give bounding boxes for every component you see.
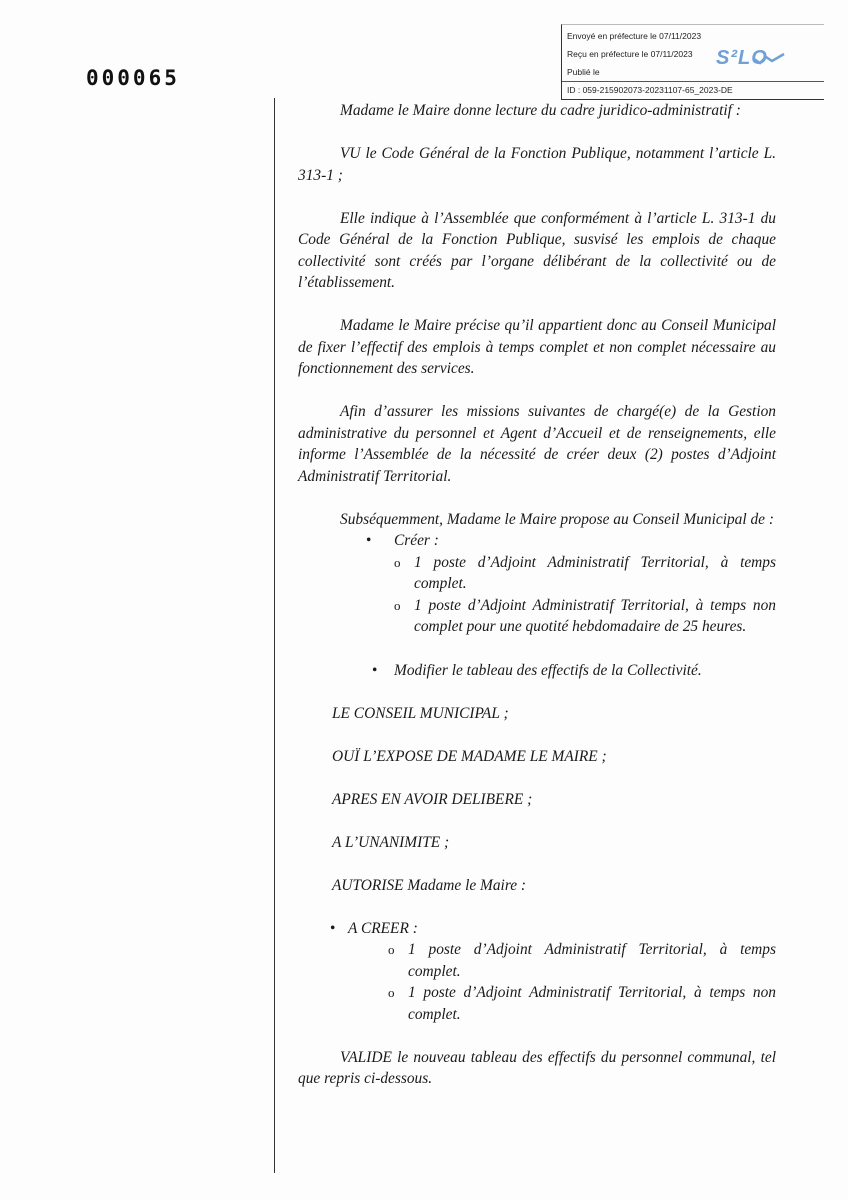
deliberation-text — [298, 100, 776, 1111]
document-number: 000065 — [86, 66, 180, 90]
unanimity-statement: A L’UNANIMITE ; — [332, 833, 450, 851]
bullet-icon: • — [372, 661, 378, 679]
sublist-item — [298, 552, 776, 595]
circle-bullet-icon: o — [388, 942, 395, 957]
paragraph-legal-framework: Madame le Maire donne lecture du cadre juridico-administratif : — [340, 102, 741, 119]
stamp-published: Publié le — [567, 67, 600, 77]
s2lo-logo-text: S²LO — [716, 47, 768, 69]
s2lo-logo — [716, 47, 768, 70]
bullet-icon: • — [366, 532, 372, 549]
paragraph-validate: VALIDE le nouveau tableau des effectifs du personnel communal, tel que repris ci-dessous. — [298, 1048, 776, 1087]
sublist-item-text: 1 poste d’Adjoint Administratif Territorial, à temps non complet pour une quotité hebdomadaire de 25 heures. — [414, 596, 776, 635]
sublist-item-text: 1 poste d’Adjoint Administratif Territorial, à temps complet. — [408, 941, 776, 980]
sublist-item — [298, 939, 776, 982]
list-item-modify-text: Modifier le tableau des effectifs de la Collectivité. — [394, 661, 702, 679]
paragraph-proposal: Subséquemment, Madame le Maire propose au Conseil Municipal de : — [340, 510, 774, 528]
bullet-icon: • — [330, 919, 336, 937]
margin-rule — [274, 98, 275, 1173]
list-item-modify — [298, 660, 776, 682]
paragraph-missions: Afin d’assurer les missions suivantes de chargé(e) de la Gestion administrative du personnel et Agent d’Accueil et de renseignements, elle informe l’Assemblée de la nécessité de créer deux (2) postes d’Adjoint Administratif Territorial. — [298, 403, 776, 485]
stamp-received-date: Reçu en préfecture le 07/11/2023 — [567, 49, 693, 59]
list-item-create-caps — [298, 918, 776, 940]
list-item-create — [298, 530, 776, 552]
stamp-divider — [562, 81, 824, 82]
stamp-sent-date: Envoyé en préfecture le 07/11/2023 — [567, 31, 702, 41]
sublist-item — [298, 982, 776, 1025]
paragraph-article-l313: Elle indique à l’Assemblée que conformément à l’article L. 313-1 du Code Général de la Fonction Publique, susvisé les emplois de chaque collectivité sont créés par l’organe délibérant de la collectivité ou de l’établissement. — [298, 209, 776, 291]
circle-bullet-icon: o — [394, 597, 401, 613]
list-item-create-caps-label: A CREER : — [348, 919, 418, 937]
deliberated-statement: APRES EN AVOIR DELIBERE ; — [332, 790, 533, 808]
circle-bullet-icon: o — [394, 554, 401, 570]
checkmark-swoosh-icon — [752, 53, 786, 65]
prefecture-stamp — [561, 24, 824, 100]
authorise-statement: AUTORISE Madame le Maire : — [332, 876, 527, 894]
circle-bullet-icon: o — [388, 985, 395, 1000]
list-item-create-label: Créer : — [394, 532, 439, 549]
paragraph-vu-code: VU le Code Général de la Fonction Publique, notamment l’article L. 313-1 ; — [298, 145, 776, 184]
heard-statement: OUÏ L’EXPOSE DE MADAME LE MAIRE ; — [332, 747, 607, 765]
council-heading: LE CONSEIL MUNICIPAL ; — [332, 704, 509, 722]
sublist-item — [298, 595, 776, 638]
sublist-item-text: 1 poste d’Adjoint Administratif Territorial, à temps complet. — [414, 553, 776, 592]
sublist-item-text: 1 poste d’Adjoint Administratif Territorial, à temps non complet. — [408, 984, 776, 1023]
stamp-id: ID : 059-215902073-20231107-65_2023-DE — [567, 85, 733, 95]
paragraph-council-staffing: Madame le Maire précise qu’il appartient donc au Conseil Municipal de fixer l’effectif des emplois à temps complet et non complet nécessaire au fonctionnement des services. — [298, 317, 776, 377]
